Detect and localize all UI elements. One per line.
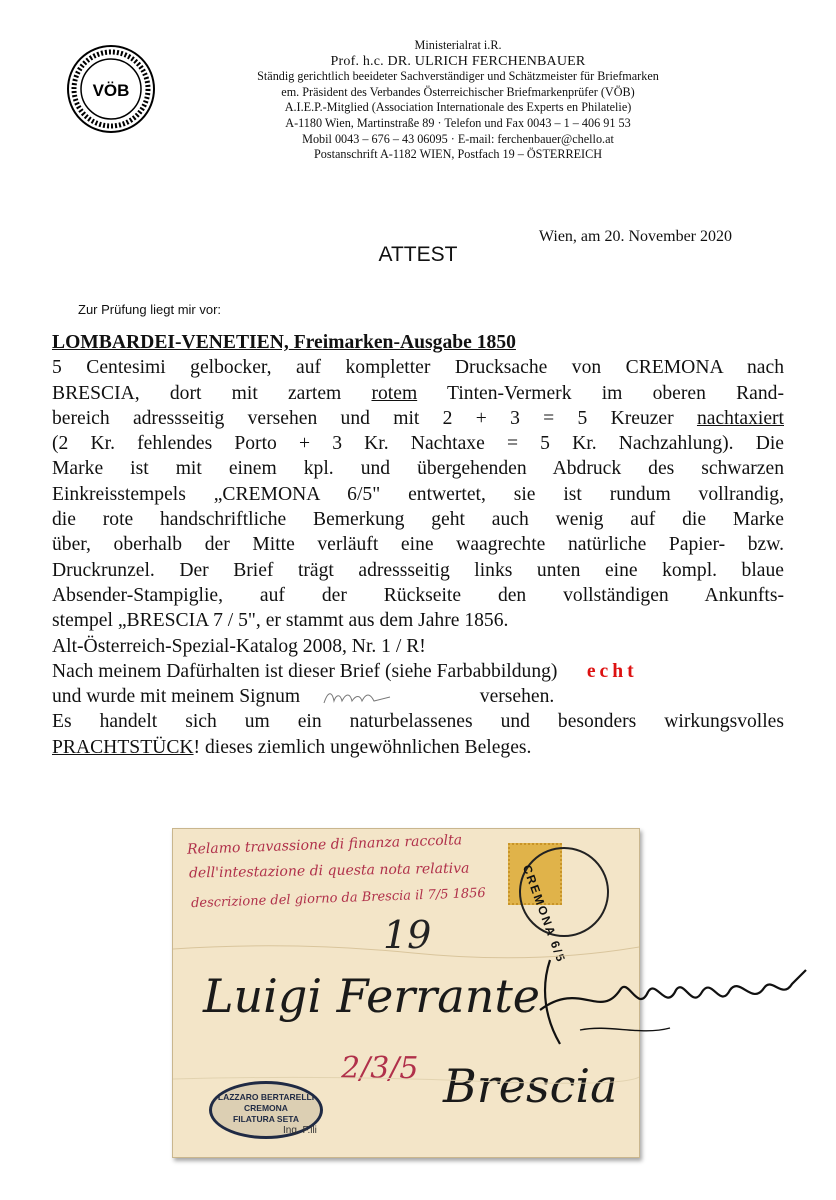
text-span: Nach meinem Dafürhalten ist dieser Brief (siehe Farbabbildung) [52, 660, 558, 682]
red-handwriting-line: descrizione del giorno da Brescia il 7/5 1856 [190, 885, 486, 912]
text-span: versehen. [479, 686, 555, 708]
body-line [52, 659, 784, 684]
intro-text: Zur Prüfung liegt mir vor: [78, 302, 222, 317]
body-line [52, 406, 784, 431]
text-span: BRESCIA, dort mit zartem [52, 382, 372, 404]
attest-body [52, 330, 784, 760]
body-line: Einkreisstempels „CREMONA 6/5" entwertet, sie ist rundum vollrandig, [52, 483, 784, 505]
addressee-name: Luigi Ferrante [203, 969, 541, 1023]
text-span: und wurde mit meinem Signum [52, 686, 301, 708]
letterhead-contact: Mobil 0043 – 676 – 43 06095 · E-mail: ferchenbauer@chello.at [302, 131, 614, 146]
sender-stamp-line: LAZZARO BERTARELLI [217, 1092, 315, 1102]
destination-city: Brescia [443, 1059, 618, 1113]
body-line: Absender-Stampiglie, auf der Rückseite den vollständigen Ankunfts- [52, 584, 784, 606]
underlined-word: rotem [371, 382, 418, 404]
numeral: 19 [383, 913, 432, 957]
underlined-word: PRACHTSTÜCK [52, 736, 194, 758]
text-span: Tinten-Vermerk im oberen Rand- [417, 382, 784, 404]
signum-mark [320, 689, 396, 707]
body-line: Marke ist mit einem kpl. und übergehenden Abdruck des schwarzen [52, 458, 784, 480]
sender-stamp-line: FILATURA SETA [233, 1114, 299, 1124]
verdict-echt: echt [586, 660, 638, 682]
printed-note: Ing. F.lli [283, 1125, 317, 1136]
document-date: Wien, am 20. November 2020 [538, 228, 732, 245]
page-title: ATTEST [378, 243, 458, 266]
body-line [52, 684, 784, 709]
body-line: (2 Kr. fehlendes Porto + 3 Kr. Nachtaxe = 5 Kr. Nachzahlung). Die [52, 433, 784, 455]
body-heading [52, 330, 784, 355]
sender-stamp-line: CREMONA [244, 1103, 288, 1113]
body-line: Alt-Österreich-Spezial-Katalog 2008, Nr. 1 / R! [52, 635, 426, 657]
letterhead-name: Prof. h.c. DR. ULRICH FERCHENBAUER [330, 53, 586, 69]
letterhead-line: em. Präsident des Verbandes Österreichischer Briefmarkenprüfer (VÖB) [281, 84, 635, 99]
underlined-word: nachtaxiert [696, 407, 784, 429]
cancel-text: CREMONA 6/5 [519, 863, 569, 966]
heading-territory: LOMBARDEI-VENETIEN, [52, 332, 289, 353]
letterhead-address: A-1180 Wien, Martinstraße 89 · Telefon und Fax 0043 – 1 – 406 91 53 [285, 115, 631, 130]
text-span: bereich adressseitig versehen und mit 2 + 3 = 5 Kreuzer [52, 407, 697, 429]
body-line: Es handelt sich um ein naturbelassenes und besonders wirkungsvolles [52, 711, 784, 733]
letterhead-line: Ständig gerichtlich beeideter Sachverständiger und Schätzmeister für Briefmarken [257, 69, 659, 84]
voeb-logo-seal [66, 44, 156, 134]
tax-note: 2/3/5 [341, 1051, 419, 1086]
body-line: Druckrunzel. Der Brief trägt adressseitig links unten eine kompl. blaue [52, 559, 784, 581]
body-line: die rote handschriftliche Bemerkung geht auch wenig auf die Marke [52, 509, 784, 531]
body-line [52, 735, 784, 760]
body-line [52, 381, 784, 406]
red-handwriting-line: Relamo travassione di finanza raccolta [186, 832, 463, 858]
letterhead [196, 38, 720, 163]
red-handwriting-line: dell'intestazione di questa nota relativa [188, 860, 470, 882]
svg-text:VÖB: VÖB [92, 81, 130, 100]
letterhead-postal: Postanschrift A-1182 WIEN, Postfach 19 – ÖSTERREICH [313, 147, 603, 162]
body-line: stempel „BRESCIA 7 / 5", er stammt aus dem Jahre 1856. [52, 610, 509, 632]
body-line: 5 Centesimi gelbocker, auf kompletter Drucksache von CREMONA nach [52, 357, 784, 379]
text-span: ! dieses ziemlich ungewöhnlichen Beleges. [193, 736, 532, 758]
heading-issue: Freimarken-Ausgabe 1850 [288, 332, 516, 353]
letterhead-line: A.I.E.P.-Mitglied (Association Internationale des Experts en Philatelie) [284, 100, 632, 115]
letterhead-rank: Ministerialrat i.R. [414, 38, 502, 52]
expert-signature [520, 940, 810, 1050]
body-line: über, oberhalb der Mitte verläuft eine waagrechte natürliche Papier- bzw. [52, 534, 784, 556]
